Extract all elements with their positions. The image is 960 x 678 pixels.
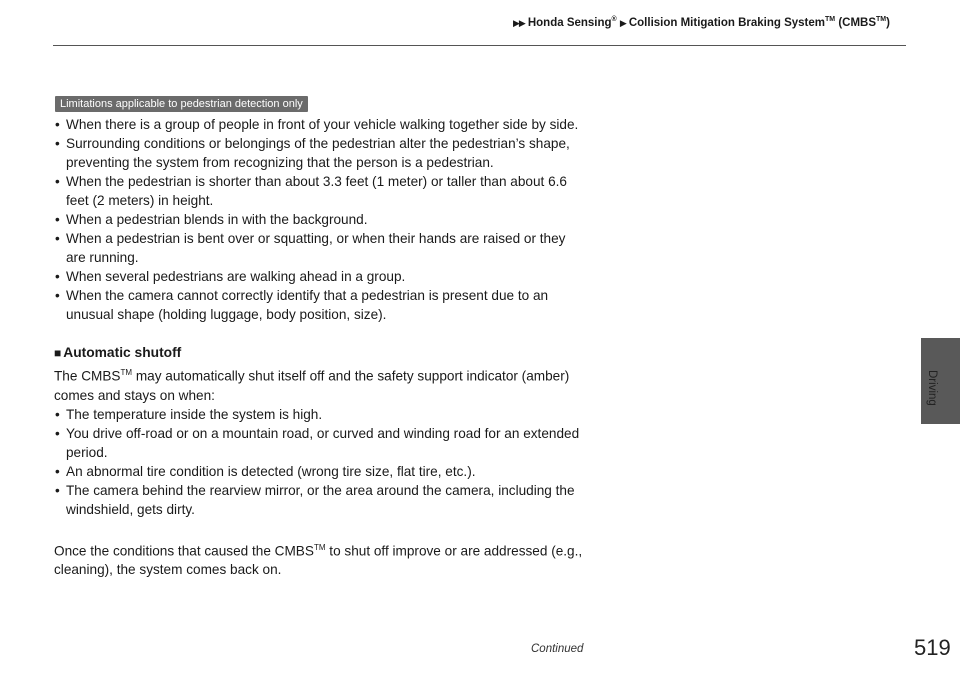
list-item: • Surrounding conditions or belongings of the pedestrian alter the pedestrian’s shape, preventing the system from recognizing that the person is a pedestrian. [54,134,584,172]
continued-label: Continued [531,643,584,655]
trademark: TM [825,16,836,23]
page-body [54,93,584,579]
closing-paragraph [54,538,584,580]
closing-text-b: to shut off improve or are addressed (e.g., cleaning), the system comes back on. [54,543,583,578]
breadcrumb-item-honda-sensing: Honda Sensing [527,16,612,29]
breadcrumb [513,16,890,29]
list-item: • When the pedestrian is shorter than about 3.3 feet (1 meter) or taller than about 6.6 feet (2 meters) in height. [54,172,584,210]
list-item: • When there is a group of people in front of your vehicle walking together side by side. [54,115,584,134]
list-item: • An abnormal tire condition is detected (wrong tire size, flat tire, etc.). [54,462,584,481]
section-pill: Limitations applicable to pedestrian detection only [55,96,308,112]
list-item: • When a pedestrian blends in with the background. [54,210,584,229]
heading-text: Automatic shutoff [63,345,182,360]
shutoff-conditions-list [54,405,584,519]
list-item: • When the camera cannot correctly identify that a pedestrian is present due to an unusual shape (holding luggage, body position, size). [54,286,584,324]
breadcrumb-paren-close: ) [886,16,890,29]
header-divider [53,45,906,46]
breadcrumb-item-cmbs: Collision Mitigation Braking System [628,16,826,29]
trademark: TM [120,368,133,377]
intro-text-b: may automatically shut itself off and the safety support indicator (amber) comes and stays on when: [54,368,570,403]
trademark: TM [876,16,887,23]
list-item: • When several pedestrians are walking ahead in a group. [54,267,584,286]
registered-mark: ® [611,16,617,23]
closing-text-a: Once the conditions that caused the CMBS [54,543,314,559]
list-item: • The camera behind the rearview mirror, or the area around the camera, including the windshield, gets dirty. [54,481,584,519]
breadcrumb-arrow-icon: ▶▶ [513,17,525,28]
page-number: 519 [914,635,951,660]
list-item: • The temperature inside the system is high. [54,405,584,424]
breadcrumb-abbrev: (CMBS [835,16,877,29]
square-bullet-icon: ■ [54,346,62,360]
list-item: • You drive off-road or on a mountain road, or curved and winding road for an extended period. [54,424,584,462]
trademark: TM [313,542,326,552]
chapter-label: Driving [926,370,938,406]
pedestrian-limitations-list [54,115,584,324]
intro-paragraph [54,363,584,405]
list-item: • When a pedestrian is bent over or squatting, or when their hands are raised or they are running. [54,229,584,267]
section-heading [54,343,584,363]
breadcrumb-arrow-icon: ▶ [619,17,626,28]
intro-text-a: The CMBS [54,368,121,384]
